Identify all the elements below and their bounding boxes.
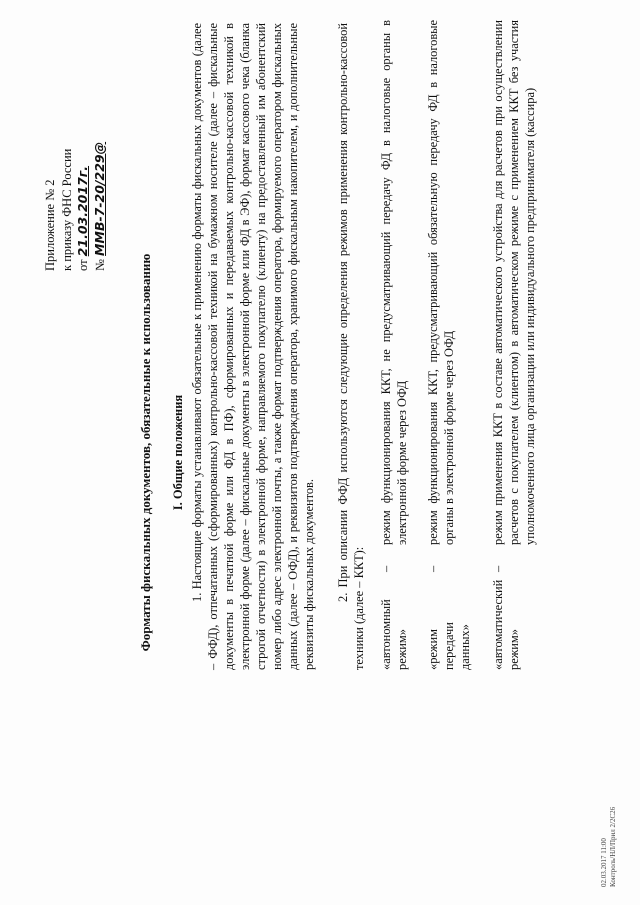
mode-dash: – [491, 565, 505, 572]
document-title: Форматы фискальных документов, обязательные к использованию [138, 253, 153, 652]
paragraph-1: 1. Настоящие форматы устанавливают обязательные к применению форматы фискальных документов (далее – ФФД), отпечатанных (сформированных) контрольно-кассовой техникой на бумажном носителе (далее – фискальные документы в печатной форме или ФД в ПФ), сформированных и передаваемых контрольно-кассовой техникой в электронной форме (далее – фискальные документы в электронной форме или ФД в ЭФ), формат кассового чека (бланка строгой отчетности) в электронной форме, направляемого покупателю (клиенту) на предоставленный им абонентский номер либо адрес электронной почты, а также формат подтверждения оператора, формируемого оператором фискальных данных (далее – ОФД), и реквизитов подтверждения оператора, хранимого фискальным накопителем, и дополнительные реквизиты фискальных документов. [190, 23, 316, 670]
mode-term: «автономный режим» [379, 599, 409, 670]
mode-term: «режим передачи данных» [426, 622, 472, 670]
appendix-number-line [92, 21, 109, 271]
paragraph-2: 2. При описании ФФД используются следующие определения режимов применения контрольно-кассовой техники (далее – ККТ): [336, 23, 366, 670]
footer-line-1: 02.03.2017 11:00 [600, 838, 608, 887]
appendix-number-prefix: № [92, 259, 107, 271]
mode-dash: – [426, 565, 440, 572]
appendix-number-handwritten: ММВ-7-20/229@ [91, 141, 107, 256]
footer-line-2: Контроль/НЛ/Прил 2/2С26 [609, 806, 617, 887]
appendix-line-1: Приложение № 2 [43, 179, 57, 271]
appendix-date-handwritten: 21.03.2017г. [75, 165, 90, 257]
mode-definition: режим функционирования ККТ, не предусматривающий передачу ФД в налоговые органы в электронной форме через ОФД [379, 20, 409, 545]
appendix-header [42, 21, 108, 271]
appendix-line-2: к приказу ФНС России [59, 148, 74, 271]
mode-dash: – [379, 565, 393, 572]
mode-term: «автоматический режим» [491, 579, 521, 670]
mode-definition: режим применения ККТ в составе автоматического устройства для расчетов при осуществлении расчетов с покупателем (клиентом) в автоматическом режиме с применением ККТ без участия уполномоченного лица организации или индивидуального предпринимателя (кассира) [491, 20, 537, 545]
appendix-date-line [75, 21, 92, 271]
footer-stamp [600, 747, 618, 887]
mode-definition: режим функционирования ККТ, предусматривающий обязательную передачу ФД в налоговые органы в электронной форме через ОФД [426, 20, 456, 545]
appendix-date-prefix: от [76, 259, 90, 271]
section-title: I. Общие положения [171, 394, 185, 511]
